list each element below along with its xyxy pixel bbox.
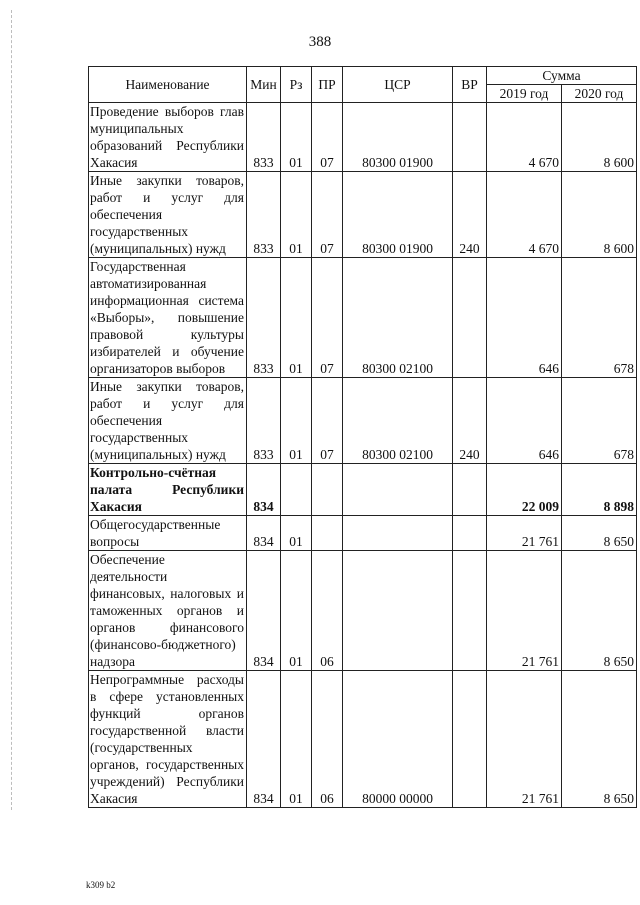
cell-2020: 8 898 [562,464,637,516]
cell-name: Проведение выборов глав муниципальных образований Республики Хакасия [89,103,247,172]
cell-min: 833 [247,103,281,172]
cell-rz: 01 [281,551,312,671]
table-row [89,258,637,378]
cell-csr [343,516,453,551]
table-row [89,103,637,172]
header-2020: 2020 год [562,85,637,103]
table-body [89,103,637,808]
header-min: Мин [247,67,281,103]
cell-min: 834 [247,551,281,671]
cell-rz: 01 [281,516,312,551]
table-row [89,378,637,464]
cell-2020: 8 650 [562,551,637,671]
table-row [89,516,637,551]
header-2019: 2019 год [487,85,562,103]
header-row [89,67,637,85]
cell-2020: 8 650 [562,516,637,551]
cell-2020: 8 600 [562,103,637,172]
cell-name: Контрольно-счётная палата Республики Хакасия [89,464,247,516]
cell-vr [453,103,487,172]
cell-rz [281,464,312,516]
cell-vr: 240 [453,378,487,464]
cell-2019: 22 009 [487,464,562,516]
header-vr: ВР [453,67,487,103]
header-pr: ПР [312,67,343,103]
cell-vr [453,551,487,671]
cell-rz: 01 [281,258,312,378]
cell-name: Государственная автоматизированная информационная система «Выборы», повышение правовой культуры избирателей и обучение организаторов выборов [89,258,247,378]
footer-code: k309 b2 [86,880,116,890]
cell-name: Общегосударственные вопросы [89,516,247,551]
cell-2019: 21 761 [487,671,562,808]
page-number: 388 [308,34,332,50]
cell-2020: 678 [562,378,637,464]
cell-pr [312,464,343,516]
cell-min: 833 [247,172,281,258]
header-rz: Рз [281,67,312,103]
cell-pr: 07 [312,172,343,258]
cell-csr: 80300 02100 [343,378,453,464]
table-row [89,172,637,258]
budget-table [88,66,637,808]
cell-csr [343,464,453,516]
table-row [89,671,637,808]
cell-min: 834 [247,464,281,516]
cell-name: Иные закупки товаров, работ и услуг для обеспечения государственных (муниципальных) нужд [89,378,247,464]
cell-rz: 01 [281,671,312,808]
header-sum: Сумма [487,67,637,85]
header-name: Наименование [89,67,247,103]
cell-2019: 646 [487,378,562,464]
cell-csr: 80300 01900 [343,172,453,258]
cell-min: 834 [247,516,281,551]
cell-csr: 80000 00000 [343,671,453,808]
cell-pr [312,516,343,551]
cell-pr: 07 [312,103,343,172]
cell-csr: 80300 01900 [343,103,453,172]
cell-min: 834 [247,671,281,808]
cell-pr: 07 [312,378,343,464]
cell-vr [453,464,487,516]
cell-2019: 646 [487,258,562,378]
cell-2020: 8 650 [562,671,637,808]
cell-min: 833 [247,258,281,378]
cell-pr: 06 [312,551,343,671]
cell-2020: 678 [562,258,637,378]
table-row [89,464,637,516]
cell-pr: 07 [312,258,343,378]
cell-name: Непрограммные расходы в сфере установленных функций органов государственной власти (государственных органов, государственных учреждений) Республики Хакасия [89,671,247,808]
cell-name: Обеспечение деятельности финансовых, налоговых и таможенных органов и органов финансового (финансово-бюджетного) надзора [89,551,247,671]
cell-min: 833 [247,378,281,464]
cell-name: Иные закупки товаров, работ и услуг для обеспечения государственных (муниципальных) нужд [89,172,247,258]
cell-rz: 01 [281,172,312,258]
cell-rz: 01 [281,103,312,172]
table-row [89,551,637,671]
cell-vr [453,258,487,378]
cell-rz: 01 [281,378,312,464]
cell-vr: 240 [453,172,487,258]
cell-2019: 4 670 [487,103,562,172]
cell-2019: 4 670 [487,172,562,258]
cell-csr [343,551,453,671]
margin-line [11,10,12,810]
cell-pr: 06 [312,671,343,808]
cell-vr [453,516,487,551]
cell-2019: 21 761 [487,551,562,671]
cell-2020: 8 600 [562,172,637,258]
header-csr: ЦСР [343,67,453,103]
cell-2019: 21 761 [487,516,562,551]
cell-vr [453,671,487,808]
cell-csr: 80300 02100 [343,258,453,378]
